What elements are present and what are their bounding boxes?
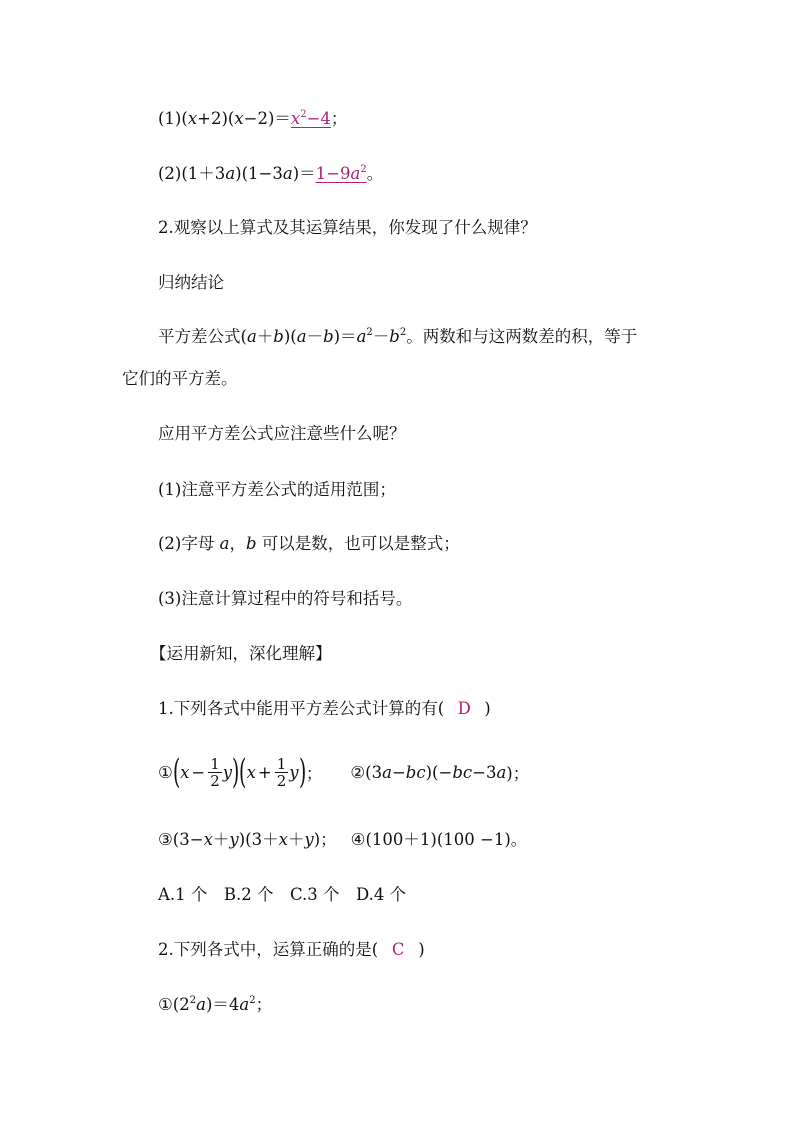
- paren: (: [239, 752, 247, 792]
- exp: 2: [399, 327, 407, 338]
- text: ＋: [212, 830, 230, 849]
- attention-3: (3)注意计算过程中的符号和括号。: [158, 589, 413, 608]
- observe-question: 2.观察以上算式及其运算结果，你发现了什么规律？: [158, 218, 537, 237]
- var: a: [282, 164, 293, 183]
- text: (1)(: [158, 109, 188, 128]
- expression-row-2: [158, 829, 527, 851]
- text: －: [372, 327, 390, 346]
- heading-conclusion: 归纳结论: [158, 273, 224, 292]
- answer-choice: C: [391, 940, 405, 959]
- denominator: 2: [276, 771, 287, 790]
- attention-2: [158, 533, 460, 555]
- text: 。两数和与这两数差的积，等于: [406, 327, 638, 346]
- text: 2.下列各式中，运算正确的是(: [158, 940, 379, 959]
- var: a: [219, 534, 230, 553]
- var: x: [180, 762, 190, 782]
- exercise-q2: [158, 939, 425, 961]
- text: )(: [283, 327, 297, 346]
- expression-row-1: [158, 748, 529, 796]
- exercise-1: [158, 108, 347, 130]
- var: a: [246, 327, 257, 346]
- var: y: [304, 830, 314, 849]
- text: －: [306, 327, 324, 346]
- var: x: [234, 109, 244, 128]
- var: b: [323, 327, 334, 346]
- paren: (: [172, 752, 181, 792]
- text: 。: [366, 164, 384, 183]
- exp: 2: [300, 109, 307, 120]
- var: x: [290, 109, 301, 128]
- var: y: [289, 762, 299, 782]
- text: 平方差公式(: [158, 327, 247, 346]
- exp: 2: [189, 995, 197, 1006]
- text: (2)字母: [158, 534, 220, 553]
- text: ): [418, 940, 425, 959]
- var: a: [225, 164, 236, 183]
- text: 可以是数，也可以是整式；: [256, 534, 460, 553]
- var: bc: [405, 762, 426, 782]
- text: ④(100＋1)(100 −1)。: [350, 830, 528, 849]
- text: ②(3: [350, 762, 383, 782]
- section-title: 【运用新知，深化理解】: [150, 644, 332, 663]
- text: −: [191, 762, 206, 782]
- exp: 2: [360, 164, 367, 175]
- paren: ): [298, 752, 306, 792]
- text: ；: [305, 764, 323, 783]
- fraction: [208, 756, 222, 789]
- text: 1−9: [315, 164, 351, 183]
- text: −4: [306, 109, 331, 128]
- text: ；: [255, 995, 273, 1014]
- var: y: [229, 830, 239, 849]
- fraction: [275, 756, 289, 789]
- var: a: [239, 995, 250, 1014]
- formula-line: [158, 326, 637, 348]
- text: )＝: [292, 164, 316, 183]
- var: a: [196, 995, 206, 1014]
- var: bc: [452, 762, 473, 782]
- text: +: [257, 762, 272, 782]
- exercise-2: [158, 163, 383, 185]
- text: −3: [472, 762, 497, 782]
- text: )；: [313, 830, 337, 849]
- var: x: [187, 109, 198, 128]
- var: x: [246, 762, 256, 782]
- var: a: [350, 164, 361, 183]
- var: a: [382, 762, 392, 782]
- text: ①(2: [158, 995, 190, 1014]
- last-expression: [158, 994, 272, 1016]
- text: ①: [158, 762, 173, 782]
- text: )＝: [333, 327, 357, 346]
- attention-1: (1)注意平方差公式的适用范围；: [158, 480, 396, 499]
- text: ＋: [287, 830, 305, 849]
- var: y: [222, 762, 233, 782]
- text: )；: [506, 764, 530, 783]
- text: ＋: [256, 327, 274, 346]
- text: ，: [229, 534, 246, 553]
- text: ): [484, 699, 491, 718]
- denominator: 2: [210, 771, 220, 790]
- var: x: [278, 830, 288, 849]
- text: )(−: [425, 762, 453, 782]
- var: a: [356, 327, 367, 346]
- answer-1: [291, 109, 331, 128]
- exercise-q1: [158, 698, 491, 720]
- options-line: A.1 个 B.2 个 C.3 个 D.4 个: [158, 885, 407, 904]
- var: b: [245, 534, 257, 553]
- attention-question: 应用平方差公式应注意些什么呢？: [158, 424, 406, 443]
- var: a: [296, 327, 307, 346]
- var: b: [389, 327, 400, 346]
- paren: ): [232, 752, 240, 792]
- formula-continuation: 它们的平方差。: [122, 369, 238, 388]
- text: +2)(: [197, 109, 235, 128]
- exp: 2: [249, 995, 256, 1006]
- text: (2)(1＋3: [158, 164, 226, 183]
- numerator: 1: [276, 754, 287, 773]
- text: −: [391, 762, 406, 782]
- text: ③(3−: [158, 830, 204, 849]
- answer-2: [316, 164, 367, 183]
- answer-choice: D: [457, 699, 471, 718]
- var: a: [496, 762, 507, 782]
- var: x: [203, 830, 213, 849]
- exp: 2: [366, 327, 373, 338]
- text: )(3＋: [238, 830, 279, 849]
- numerator: 1: [210, 754, 220, 773]
- text: ；: [330, 109, 348, 128]
- text: )＝4: [205, 995, 240, 1014]
- text: −2)＝: [243, 109, 291, 128]
- var: b: [273, 327, 284, 346]
- text: 1.下列各式中能用平方差公式计算的有(: [158, 699, 445, 718]
- text: )(1−3: [235, 164, 283, 183]
